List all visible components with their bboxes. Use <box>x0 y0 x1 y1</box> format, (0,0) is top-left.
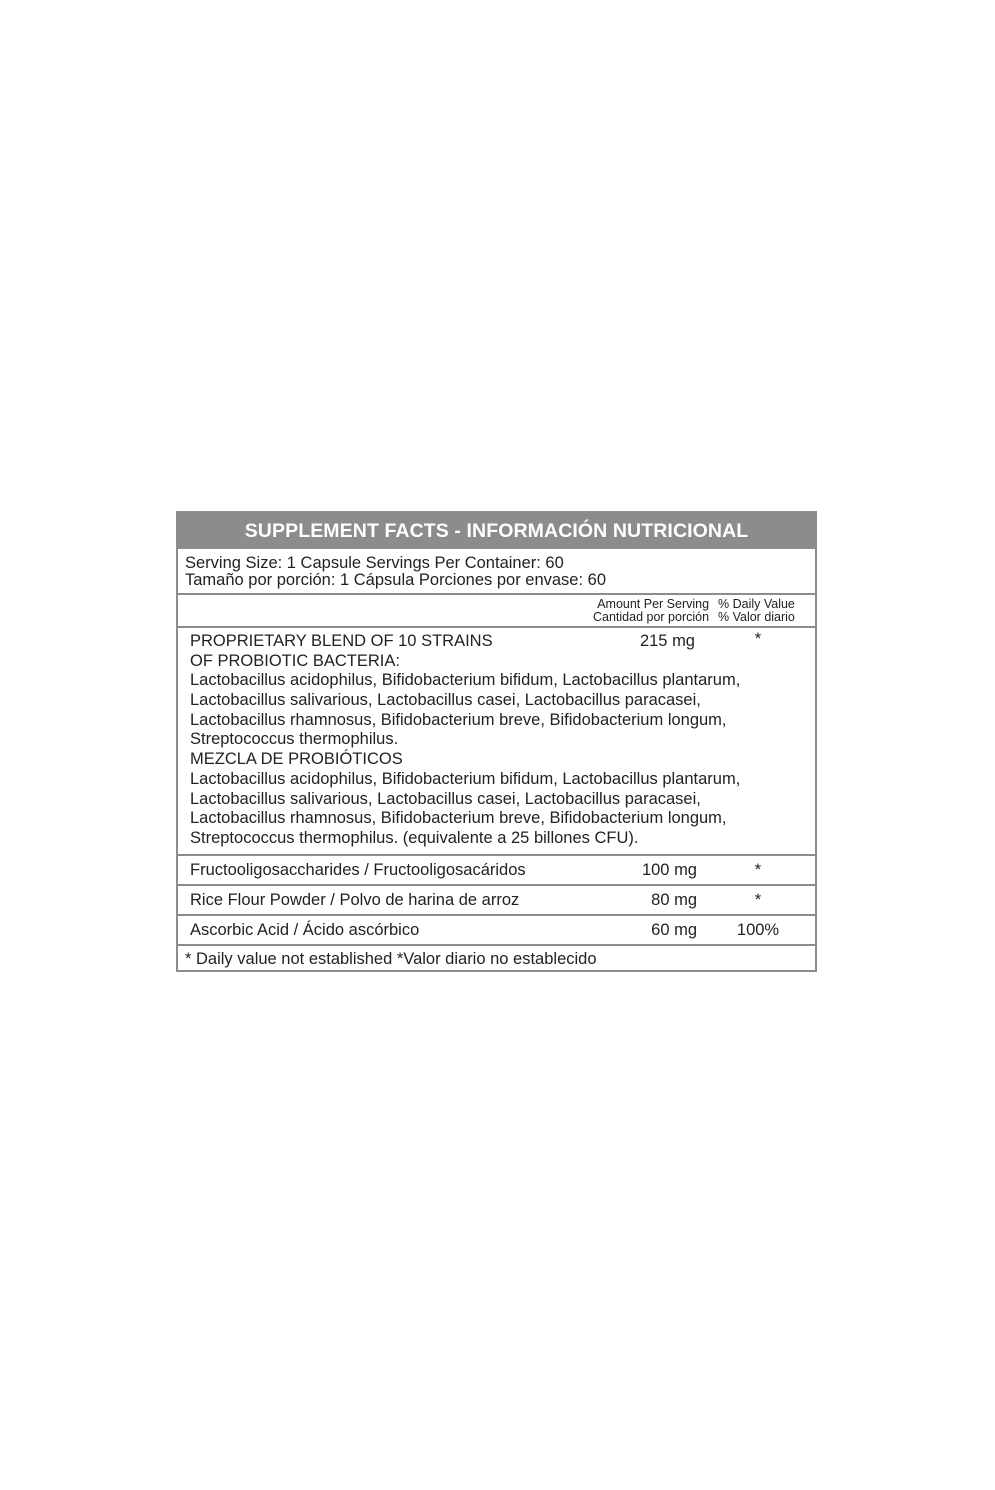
nutrient-amount: 60 mg <box>651 921 697 939</box>
dv-header-en: % Daily Value <box>718 597 795 611</box>
serving-line-en: Serving Size: 1 Capsule Servings Per Container: 60 <box>185 554 564 572</box>
blend-line: Lactobacillus salivarious, Lactobacillus casei, Lactobacillus paracasei, <box>190 691 701 710</box>
serving-line-es: Tamaño por porción: 1 Cápsula Porciones por envase: 60 <box>185 571 606 589</box>
amount-column-header <box>593 598 709 624</box>
blend-amount: 215 mg <box>639 632 695 650</box>
blend-daily-value: * <box>754 630 762 648</box>
blend-line: Lactobacillus acidophilus, Bifidobacterium bifidum, Lactobacillus plantarum, <box>190 769 741 788</box>
daily-value-footnote: * Daily value not established *Valor diario no establecido <box>185 950 597 968</box>
blend-line: Streptococcus thermophilus. (equivalente a 25 billones CFU). <box>190 828 639 847</box>
blend-line: MEZCLA DE PROBIÓTICOS <box>190 750 403 769</box>
nutrient-row-ascorbic-acid <box>178 916 815 946</box>
nutrient-amount: 80 mg <box>651 891 697 909</box>
nutrient-daily-value: 100% <box>736 921 780 939</box>
blend-line: Streptococcus thermophilus. <box>190 730 399 749</box>
supplement-facts-panel <box>176 511 817 972</box>
column-headers <box>178 595 815 628</box>
nutrient-daily-value: * <box>754 891 762 909</box>
amount-header-es: Cantidad por porción <box>593 610 710 624</box>
nutrient-row-fructooligosaccharides <box>178 856 815 886</box>
nutrient-amount: 100 mg <box>641 861 697 879</box>
blend-line: Lactobacillus salivarious, Lactobacillus casei, Lactobacillus paracasei, <box>190 789 701 808</box>
blend-line: Lactobacillus acidophilus, Bifidobacterium bifidum, Lactobacillus plantarum, <box>190 671 741 690</box>
blend-line: Lactobacillus rhamnosus, Bifidobacterium breve, Bifidobacterium longum, <box>190 710 727 729</box>
panel-title: SUPPLEMENT FACTS - INFORMACIÓN NUTRICIONAL <box>178 513 815 549</box>
blend-line: OF PROBIOTIC BACTERIA: <box>190 651 400 670</box>
blend-line: PROPRIETARY BLEND OF 10 STRAINS <box>190 632 493 650</box>
nutrient-name: Fructooligosaccharides / Fructooligosacáridos <box>190 861 526 879</box>
nutrient-name: Ascorbic Acid / Ácido ascórbico <box>190 921 420 939</box>
nutrient-daily-value: * <box>754 861 762 879</box>
proprietary-blend-row <box>178 628 815 856</box>
nutrient-row-rice-flour <box>178 886 815 916</box>
blend-line: Lactobacillus rhamnosus, Bifidobacterium breve, Bifidobacterium longum, <box>190 809 727 828</box>
amount-header-en: Amount Per Serving <box>597 597 710 611</box>
daily-value-column-header <box>718 598 795 624</box>
nutrient-name: Rice Flour Powder / Polvo de harina de arroz <box>190 891 520 909</box>
dv-header-es: % Valor diario <box>718 610 795 624</box>
blend-description <box>190 632 740 849</box>
serving-info <box>178 549 815 595</box>
